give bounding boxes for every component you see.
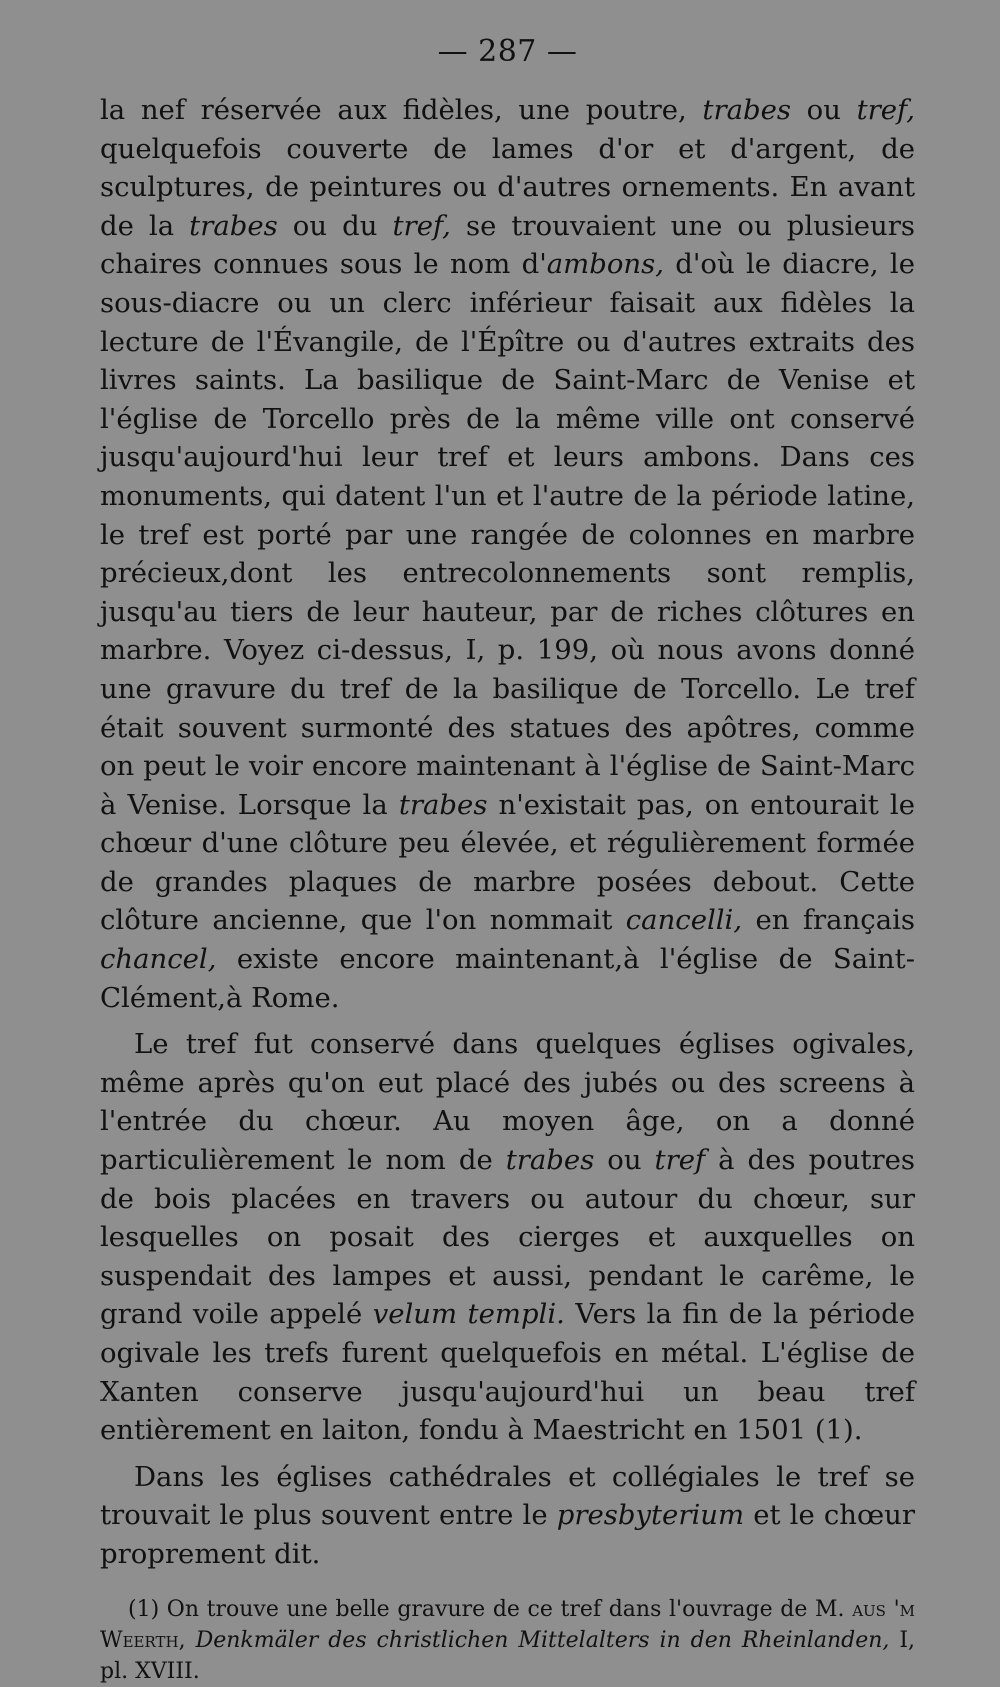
text-run: (1) On trouve une belle gravure de ce tref dans l'ouvrage de M. <box>128 1596 853 1622</box>
italic-term: cancelli, <box>625 904 743 937</box>
text-run: I, pl. XVIII. <box>100 1627 915 1684</box>
text-run: existe encore maintenant,à l'église de Saint-Clément,à Rome. <box>100 943 915 1014</box>
italic-term: tref, <box>856 94 915 126</box>
italic-term: tref <box>654 1144 706 1177</box>
text-run: ou <box>791 94 857 126</box>
italic-term: trabes <box>189 209 278 242</box>
author-name: aus 'm Weerth, <box>100 1596 915 1653</box>
italic-term: trabes <box>398 788 488 821</box>
text-run: ou du <box>277 209 393 242</box>
italic-term: ambons, <box>546 248 664 281</box>
text-run: ou <box>594 1144 655 1177</box>
text-run: se trouvaient une ou plusieurs chaires connues sous le nom d' <box>100 209 915 281</box>
text-run: Vers la fin de la période ogivale les trefs furent quelquefois en métal. L'église de Xanten conserve jusqu'aujourd'hui un beau tref entièrement en laiton, fondu à Maestricht en 1501 (1). <box>100 1298 915 1447</box>
text-run <box>186 1628 196 1653</box>
text-run: la nef réservée aux fidèles, une poutre, <box>100 94 703 126</box>
italic-term: trabes <box>702 94 792 126</box>
text-run: d'où le diacre, le sous-diacre ou un clerc inférieur faisait aux fidèles la lecture de l'Évangile, de l'Épître ou d'autres extraits des livres saints. La basilique de Saint-Marc de Venise et l'église de Torcello près de la même ville ont conservé jusqu'aujourd'hui leur tref et leurs ambons. Dans ces monuments, qui datent l'un et l'autre de la période latine, le tref est porté par une rangée de colonnes en marbre précieux,dont les entrecolonnements sont remplis, jusqu'au tiers de leur hauteur, par de riches clôtures en marbre. Voyez ci-dessus, I, p. 199, où nous avons donné une gravure du tref de la basilique de Torcello. Le tref était souvent surmonté des statues des apôtres, comme on peut le voir encore maintenant à l'église de Saint-Marc à Venise. Lorsque la <box>100 248 915 821</box>
paragraph <box>100 1025 915 1450</box>
footnote <box>100 1594 915 1687</box>
text-run: Dans les églises cathédrales et collégiales le tref se trouvait le plus souvent entre le <box>100 1460 915 1532</box>
text-run: Le tref fut conservé dans quelques églises ogivales, même après qu'on eut placé des jubés ou des screens à l'entrée du chœur. Au moyen âge, on a donné particulièrement le nom de <box>100 1028 915 1177</box>
text-run: n'existait pas, on entourait le chœur d'une clôture peu élevée, et régulièrement formée de grandes plaques de marbre posées debout. Cette clôture ancienne, que l'on nommait <box>100 788 915 937</box>
text-run: quelquefois couverte de lames d'or et d'argent, de sculptures, de peintures ou d'autres ornements. En avant de la <box>100 132 915 242</box>
italic-term: tref, <box>392 209 451 242</box>
paragraph <box>100 91 915 1017</box>
italic-term: presbyterium <box>556 1499 745 1532</box>
text-run: à des poutres de bois placées en travers ou autour du chœur, sur lesquelles on posait des cierges et auxquelles on suspendait des lampes et aussi, pendant le carême, le grand voile appelé <box>100 1144 915 1331</box>
paragraph <box>100 1458 915 1574</box>
italic-term: Denkmäler des christlichen Mittelalters in den Rheinlanden, <box>195 1627 890 1653</box>
text-run: et le chœur proprement dit. <box>100 1499 915 1570</box>
italic-term: chancel, <box>100 943 217 976</box>
page-number: — 287 — <box>437 34 578 69</box>
text-run: en français <box>742 904 915 937</box>
italic-term: trabes <box>505 1144 595 1177</box>
italic-term: velum templi. <box>372 1298 565 1331</box>
